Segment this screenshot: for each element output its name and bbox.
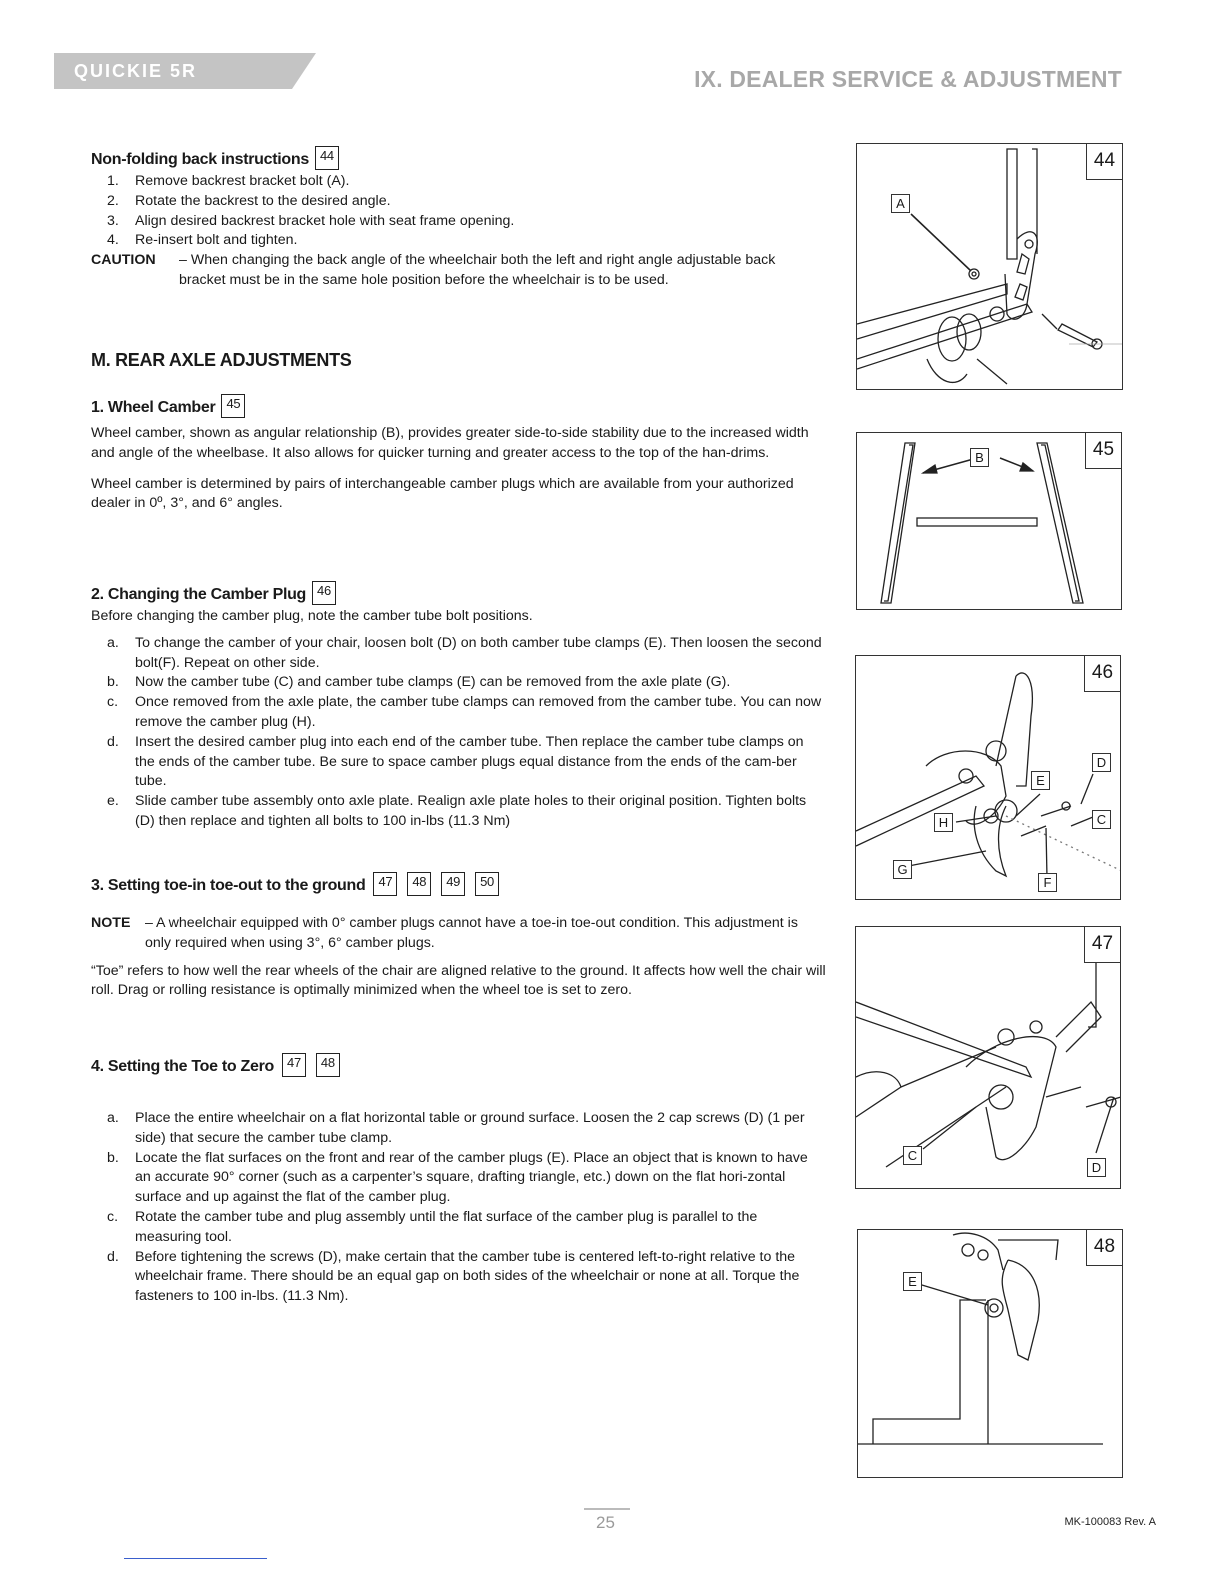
callout-label: C (1092, 810, 1111, 829)
section-title: IX. DEALER SERVICE & ADJUSTMENT (694, 66, 1122, 92)
list-item: e. Slide camber tube assembly onto axle plate. Realign axle plate holes to their original position. Tighten bolts (D) then replace and tighten all bolts to 100 in-lbs (11.3 Nm) (107, 793, 807, 829)
wheel-camber-illustration (857, 433, 1122, 610)
callout-label: D (1092, 753, 1111, 772)
caution-note (91, 251, 791, 291)
figure-number: 45 (1085, 433, 1121, 469)
backrest-bracket-illustration (857, 144, 1123, 390)
page-number: 25 (596, 1513, 615, 1532)
list-item: a. Place the entire wheelchair on a flat horizontal table or ground surface. Loosen the 2 cap screws (D) (1 per side) that secure the camber tube clamp. (107, 1110, 805, 1146)
camber-paragraph: Wheel camber, shown as angular relationship (B), provides greater side-to-side stability due to the increased width and angle of the wheelbase. It also allows for quicker turning and greater access to the top of the han-drims. (91, 425, 809, 461)
list-item: b. Now the camber tube (C) and camber tube clamps (E) can be removed from the axle plate (G). (107, 674, 731, 691)
figure-reference[interactable]: 46 (312, 581, 336, 605)
camber-title: 1. Wheel Camber (91, 399, 216, 416)
figure-44 (856, 143, 1123, 390)
figure-46 (855, 655, 1121, 900)
caution-text: – When changing the back angle of the wheelchair both the left and right angle adjustable back bracket must be in the same hole position before the wheelchair is to be used. (179, 252, 776, 288)
rear-axle-heading: M. REAR AXLE ADJUSTMENTS (91, 350, 352, 370)
list-item: d. Before tightening the screws (D), make certain that the camber tube is centered left-to-right relative to the wheelchair frame. There should be an equal gap on both sides of the wheelchair or none at all. Torque the fasteners to 100 in-lbs. (11.3 Nm). (107, 1248, 800, 1305)
camber-paragraph: Wheel camber is determined by pairs of interchangeable camber plugs which are available from your authorized dealer in 0º, 3°, and 6° angles. (91, 475, 794, 512)
figure-number: 47 (1084, 927, 1120, 963)
callout-label: A (891, 194, 910, 213)
figure-reference[interactable]: 48 (407, 872, 431, 896)
callout-label: F (1038, 873, 1057, 892)
list-item: b. Locate the flat surfaces on the front and rear of the camber plugs (E). Place an object that is known to have an accurate 90° corner (such as a carpenter’s square, drafting triangle, etc.) down on the flat hori-zontal surface and up against the flat of the camber plug. (107, 1149, 808, 1206)
toe-zero-title: 4. Setting the Toe to Zero (91, 1058, 275, 1075)
figure-reference[interactable]: 50 (475, 872, 499, 896)
changing-steps (91, 634, 826, 832)
callout-label: E (903, 1272, 922, 1291)
camber-heading (91, 394, 826, 418)
nonfolding-section (91, 146, 826, 291)
figure-number: 44 (1086, 144, 1122, 180)
figure-48 (857, 1229, 1123, 1478)
list-item: 1. Remove backrest bracket bolt (A). (107, 173, 350, 189)
list-item: a. To change the camber of your chair, loosen bolt (D) on both camber tube clamps (E). Then loosen the second bolt(F). Repeat on other side. (107, 634, 822, 671)
toe-zero-heading (91, 1053, 826, 1077)
caution-label: CAUTION (91, 252, 156, 269)
callout-label: H (934, 813, 953, 832)
changing-section (91, 581, 826, 832)
list-item: 4. Re-insert bolt and tighten. (107, 232, 298, 249)
list-item: d. Insert the desired camber plug into each end of the camber tube. Then replace the camber tube clamps on the ends of the camber tube. Be sure to space camber plugs equal distance from the ends of the cam-ber tube. (107, 733, 804, 790)
changing-title: 2. Changing the Camber Plug (91, 586, 307, 603)
list-item: c. Rotate the camber tube and plug assembly until the flat surface of the camber plug is parallel to the measuring tool. (107, 1208, 758, 1245)
callout-label: B (970, 448, 989, 467)
toe-zero-steps (91, 1109, 826, 1307)
callout-label: C (903, 1146, 922, 1165)
toe-title: 3. Setting toe-in toe-out to the ground (91, 877, 366, 894)
figure-reference[interactable]: 47 (282, 1053, 306, 1077)
note-label: NOTE (91, 915, 131, 931)
note-text: – A wheelchair equipped with 0° camber plugs cannot have a toe-in toe-out condition. This adjustment is only required when using 3°, 6° camber plugs. (145, 915, 798, 951)
callout-label: G (893, 860, 912, 879)
figure-47 (855, 926, 1121, 1189)
figure-reference[interactable]: 45 (221, 394, 245, 418)
toe-paragraph: “Toe” refers to how well the rear wheels of the chair are aligned relative to the ground. It affects how well the chair will roll. Drag or rolling resistance is optimally minimized when the wheel toe is set to zero. (91, 962, 826, 999)
figure-reference[interactable]: 48 (316, 1053, 340, 1077)
figure-reference[interactable]: 44 (315, 146, 339, 170)
figure-reference[interactable]: 47 (373, 872, 397, 896)
figure-number: 48 (1086, 1230, 1122, 1266)
figure-45 (856, 432, 1122, 610)
toe-setting-illustration (856, 927, 1121, 1189)
callout-label: E (1031, 771, 1050, 790)
changing-heading (91, 581, 826, 605)
camber-section (91, 394, 826, 514)
list-item: 2. Rotate the backrest to the desired angle. (107, 192, 391, 209)
figure-number: 46 (1084, 656, 1120, 692)
callout-label: D (1087, 1158, 1106, 1177)
brand-name: QUICKIE 5R (74, 61, 198, 81)
changing-intro: Before changing the camber plug, note the camber tube bolt positions. (91, 608, 533, 624)
nonfolding-title: Non-folding back instructions (91, 151, 309, 168)
toe-section (91, 872, 826, 1001)
figure-reference[interactable]: 49 (441, 872, 465, 896)
brand-tab (54, 53, 316, 89)
footer-divider (584, 1508, 630, 1510)
list-item: c. Once removed from the axle plate, the camber tube clamps can removed from the camber tube. You can now remove the camber plug (H). (107, 694, 822, 730)
footer-rule (124, 1558, 267, 1559)
toe-heading (91, 872, 826, 896)
toe-note (91, 914, 826, 954)
document-code: MK-100083 Rev. A (1064, 1516, 1156, 1528)
list-item: 3. Align desired backrest bracket hole with seat frame opening. (107, 212, 515, 229)
nonfolding-heading (91, 146, 826, 170)
toe-zero-section (91, 1053, 826, 1307)
camber-plug-square-illustration (858, 1230, 1123, 1478)
nonfolding-steps (91, 172, 826, 251)
